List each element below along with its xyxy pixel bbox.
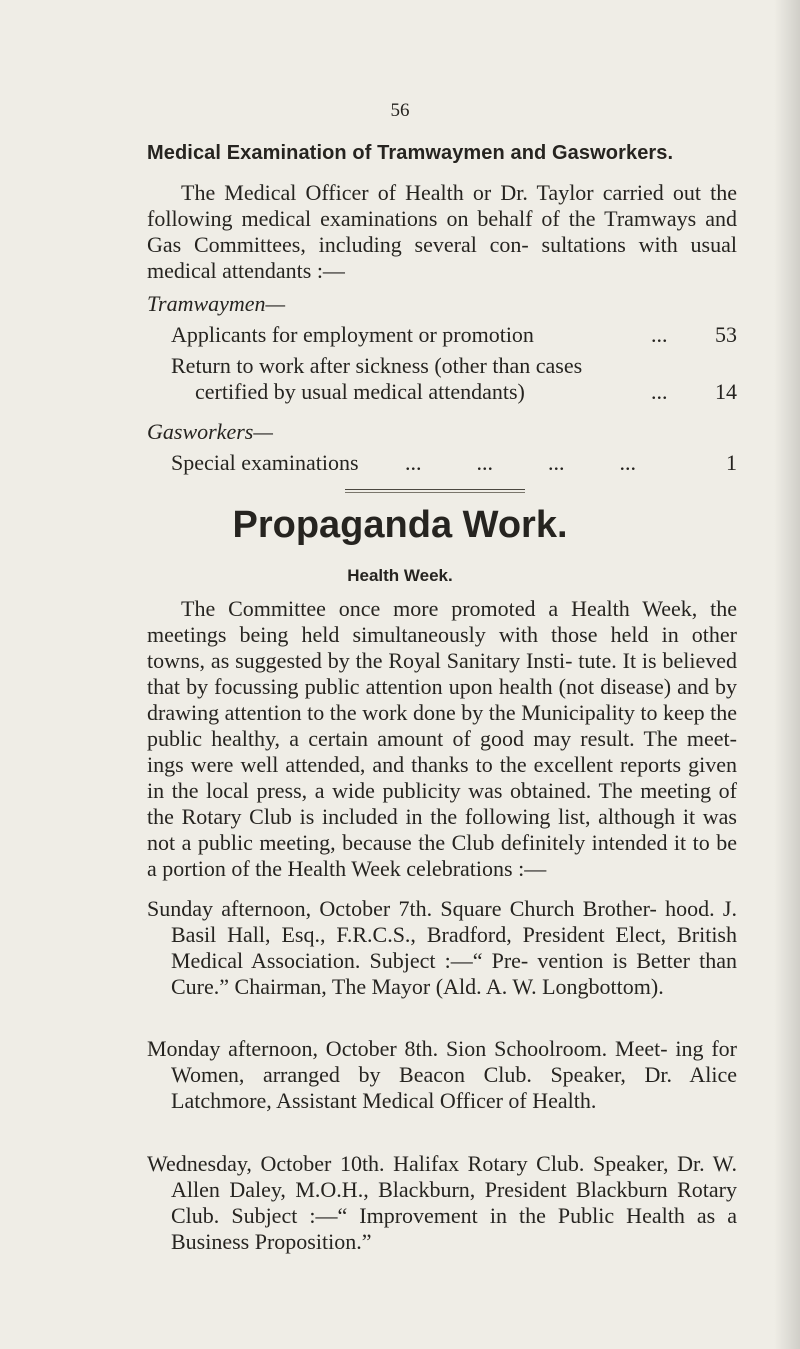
section-heading: Medical Examination of Tramwaymen and Gasworkers.	[147, 142, 674, 164]
row-label: Applicants for employment or promotion	[171, 322, 534, 347]
row-value: 53	[715, 322, 737, 347]
row-label-continued: certified by usual medical attendants)	[195, 379, 525, 404]
row-value: 14	[715, 379, 737, 404]
intro-paragraph: The Medical Officer of Health or Dr. Taylor carried out the following medical examinations on behalf of the Tramways and Gas Committees, including several con- sultations with usual medical attendants :—	[147, 180, 737, 283]
leader-dots: ...	[651, 322, 668, 347]
propaganda-title: Propaganda Work.	[232, 504, 568, 546]
divider-rule-secondary	[345, 492, 525, 493]
tramwaymen-row-return	[171, 353, 737, 405]
health-week-subtitle: Health Week.	[347, 566, 453, 585]
event-sunday: Sunday afternoon, October 7th. Square Church Brother- hood. J. Basil Hall, Esq., F.R.C.S., Bradford, President Elect, British Medical Association. Subject :—“ Pre- vention is Better than Cure.” Chairman, The Mayor (Ald. A. W. Longbottom).	[147, 896, 737, 999]
row-label: Return to work after sickness (other than cases	[171, 353, 583, 378]
health-week-paragraph: The Committee once more promoted a Health Week, the meetings being held simultaneously with those held in other towns, as suggested by the Royal Sanitary Insti- tute. It is believed that by focussing public attention upon health (not disease) and by drawing attention to the work done by the Municipality to keep the public healthy, a certain amount of good may result. The meet- ings were well attended, and thanks to the excellent reports given in the local press, a wide publicity was obtained. The meeting of the Rotary Club is included in the following list, although it was not a public meeting, because the Club definitely intended it to be a portion of the Health Week celebrations :—	[147, 596, 737, 881]
page-number: 56	[390, 100, 410, 121]
row-value: 1	[726, 450, 737, 475]
event-monday: Monday afternoon, October 8th. Sion Schoolroom. Meet- ing for Women, arranged by Beacon Club. Speaker, Dr. Alice Latchmore, Assistant Medical Officer of Health.	[147, 1036, 737, 1113]
divider-rule	[345, 489, 525, 490]
gasworkers-row-special	[171, 450, 737, 476]
row-label: Special examinations	[171, 450, 359, 475]
event-wednesday: Wednesday, October 10th. Halifax Rotary Club. Speaker, Dr. W. Allen Daley, M.O.H., Blackburn, President Blackburn Rotary Club. Subject :—“ Improvement in the Public Health as a Business Proposition.”	[147, 1151, 737, 1254]
page-edge-shadow	[774, 0, 800, 1349]
gasworkers-label: Gasworkers—	[147, 419, 273, 444]
leader-dots: ... ... ... ...	[405, 450, 636, 475]
leader-dots: ...	[651, 379, 668, 404]
tramwaymen-row-applicants	[171, 322, 737, 348]
tramwaymen-label: Tramwaymen—	[147, 291, 286, 316]
